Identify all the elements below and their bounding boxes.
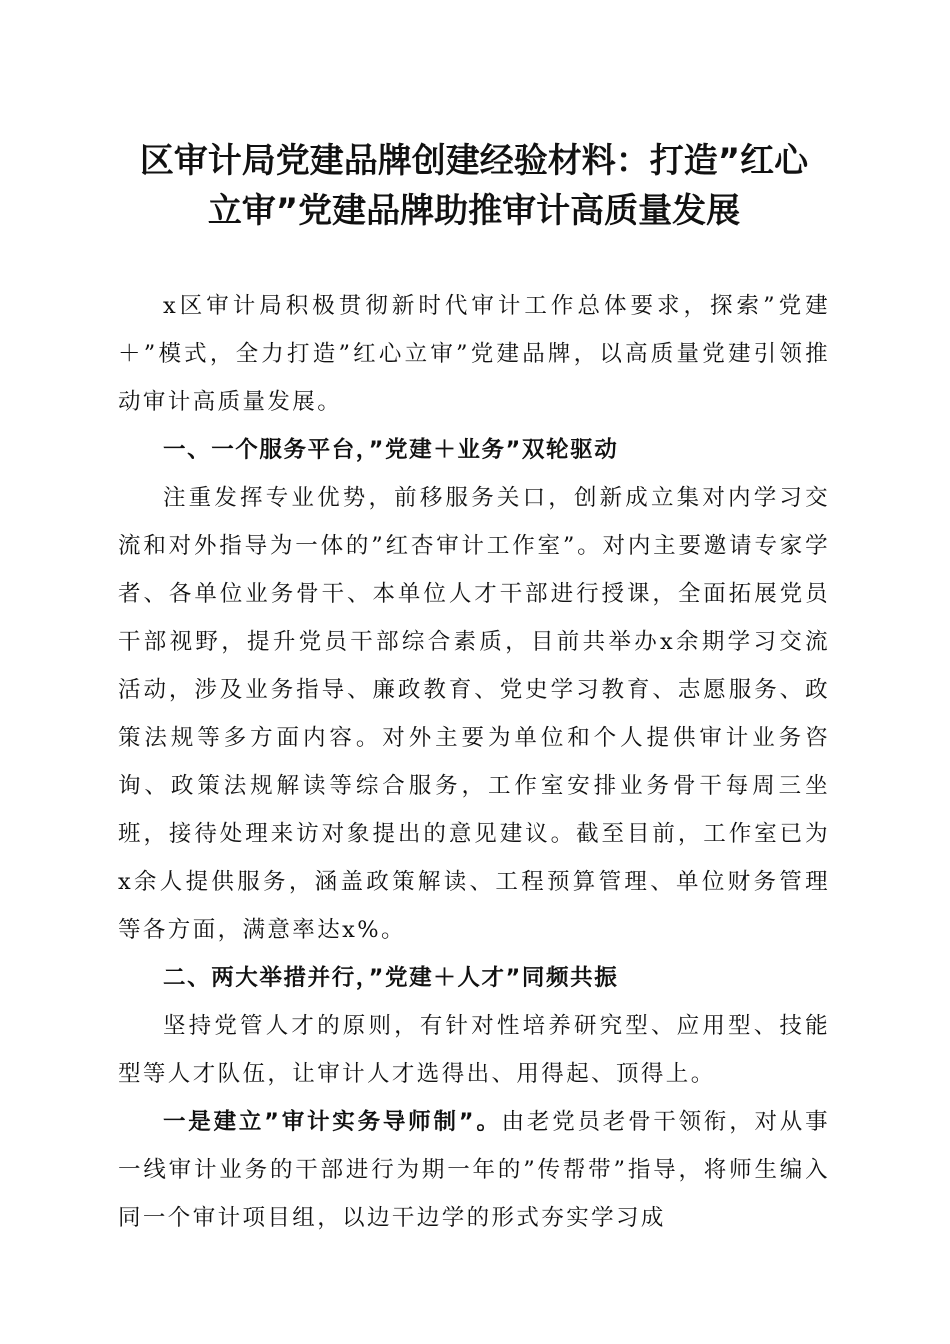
title-line-2: 立审”党建品牌助推审计高质量发展	[207, 191, 741, 231]
item-1-lead: 一是建立”审计实务导师制”。	[163, 1109, 502, 1135]
item-1-paragraph	[118, 1098, 830, 1242]
section-2-heading: 二、两大举措并行，”党建＋人才”同频共振	[163, 965, 619, 991]
section-1-heading: 一、一个服务平台，”党建＋业务”双轮驱动	[163, 437, 619, 463]
document-title	[118, 136, 830, 236]
section-2-paragraph: 坚持党管人才的原则，有针对性培养研究型、应用型、技能型等人才队伍，让审计人才选得出、用得起、顶得上。	[118, 1013, 830, 1087]
intro-paragraph: x区审计局积极贯彻新时代审计工作总体要求，探索”党建＋”模式，全力打造”红心立审”党建品牌，以高质量党建引领推动审计高质量发展。	[118, 293, 830, 415]
title-line-1: 区审计局党建品牌创建经验材料：打造”红心	[139, 141, 809, 181]
item-1-body: 由老党员老骨干领衔，对从事一线审计业务的干部进行为期一年的”传帮带”指导，将师生编入同一个审计项目组，以边干边学的形式夯实学习成	[118, 1109, 830, 1231]
section-1-paragraph: 注重发挥专业优势，前移服务关口，创新成立集对内学习交流和对外指导为一体的”红杏审计工作室”。对内主要邀请专家学者、各单位业务骨干、本单位人才干部进行授课，全面拓展党员干部视野，提升党员干部综合素质，目前共举办x余期学习交流活动，涉及业务指导、廉政教育、党史学习教育、志愿服务、政策法规等多方面内容。对外主要为单位和个人提供审计业务咨询、政策法规解读等综合服务，工作室安排业务骨干每周三坐班，接待处理来访对象提出的意见建议。截至目前，工作室已为x余人提供服务，涵盖政策解读、工程预算管理、单位财务管理等各方面，满意率达x%。	[118, 485, 830, 943]
document-page	[118, 136, 830, 1242]
